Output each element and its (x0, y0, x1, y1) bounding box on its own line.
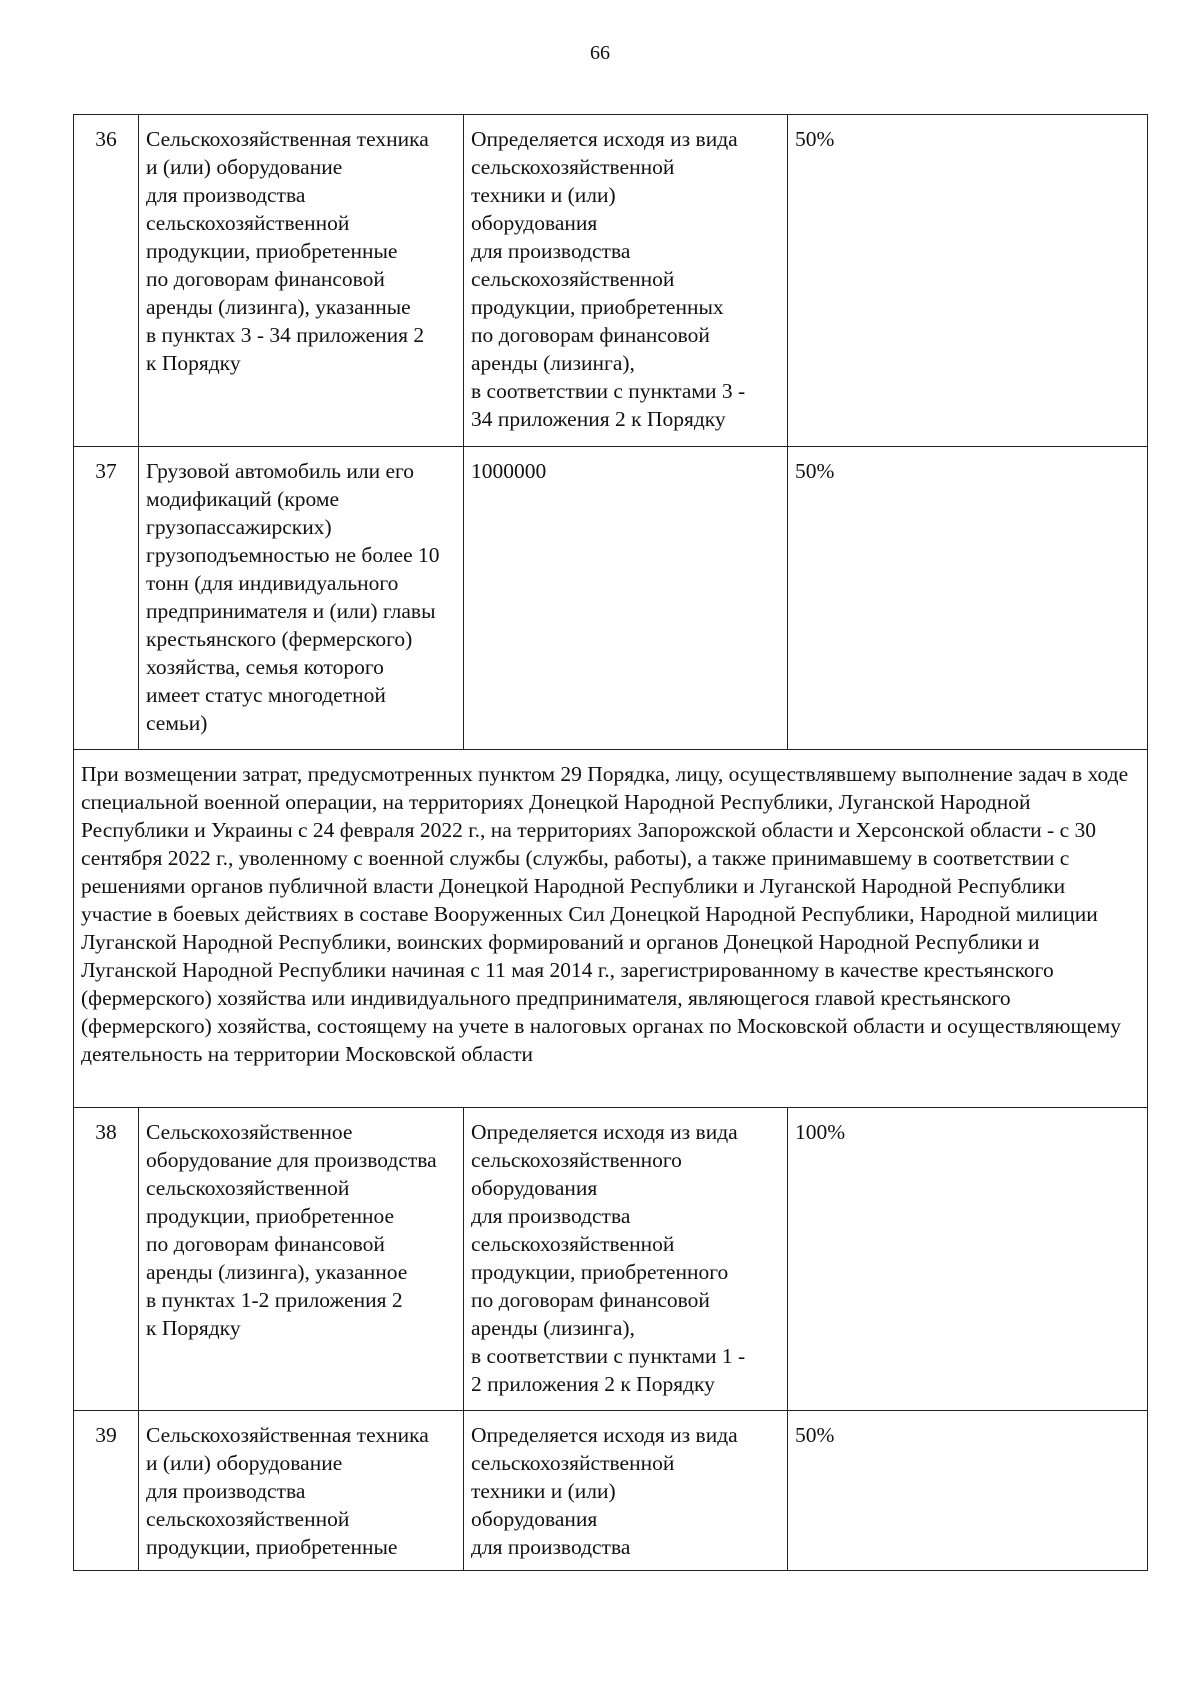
item-amount: 1000000 (464, 447, 788, 750)
row-number: 39 (74, 1411, 139, 1571)
item-amount: Определяется исходя из вида сельскохозяйственной техники и (или) оборудования для производства сельскохозяйственной продукции, приобретенных по договорам финансовой аренды (лизинга), в соответствии с пунктами 3 - 34 приложения 2 к Порядку (464, 115, 788, 447)
row-number: 36 (74, 115, 139, 447)
item-percent: 100% (788, 1108, 1148, 1411)
table-row (74, 115, 1148, 447)
item-percent: 50% (788, 1411, 1148, 1571)
table-note-row (74, 750, 1148, 1108)
item-percent: 50% (788, 447, 1148, 750)
table-row (74, 447, 1148, 750)
item-name: Сельскохозяйственная техника и (или) оборудование для производства сельскохозяйственной продукции, приобретенные (139, 1411, 464, 1571)
row-number: 37 (74, 447, 139, 750)
item-name: Сельскохозяйственное оборудование для производства сельскохозяйственной продукции, приобретенное по договорам финансовой аренды (лизинга), указанное в пунктах 1-2 приложения 2 к Порядку (139, 1108, 464, 1411)
item-name: Сельскохозяйственная техника и (или) оборудование для производства сельскохозяйственной продукции, приобретенные по договорам финансовой аренды (лизинга), указанные в пунктах 3 - 34 приложения 2 к Порядку (139, 115, 464, 447)
item-name: Грузовой автомобиль или его модификаций (кроме грузопассажирских) грузоподъемностью не более 10 тонн (для индивидуального предпринимателя и (или) главы крестьянского (фермерского) хозяйства, семья которого имеет статус многодетной семьи) (139, 447, 464, 750)
section-note: При возмещении затрат, предусмотренных пунктом 29 Порядка, лицу, осуществлявшему выполнение задач в ходе специальной военной операции, на территориях Донецкой Народной Республики, Луганской Народной Республики и Украины с 24 февраля 2022 г., на территориях Запорожской области и Херсонской области - с 30 сентября 2022 г., уволенному с военной службы (службы, работы), а также принимавшему в соответствии с решениями органов публичной власти Донецкой Народной Республики и Луганской Народной Республики участие в боевых действиях в составе Вооруженных Сил Донецкой Народной Республики, Народной милиции Луганской Народной Республики, воинских формирований и органов Донецкой Народной Республики и Луганской Народной Республики начиная с 11 мая 2014 г., зарегистрированному в качестве крестьянского (фермерского) хозяйства или индивидуального предпринимателя, являющегося главой крестьянского (фермерского) хозяйства, состоящему на учете в налоговых органах по Московской области и осуществляющему деятельность на территории Московской области (74, 750, 1148, 1108)
page-number: 66 (590, 42, 610, 64)
table-row (74, 1108, 1148, 1411)
subsidy-table (73, 114, 1148, 1571)
table-row (74, 1411, 1148, 1571)
item-amount: Определяется исходя из вида сельскохозяйственной техники и (или) оборудования для производства (464, 1411, 788, 1571)
item-amount: Определяется исходя из вида сельскохозяйственного оборудования для производства сельскохозяйственной продукции, приобретенного по договорам финансовой аренды (лизинга), в соответствии с пунктами 1 - 2 приложения 2 к Порядку (464, 1108, 788, 1411)
item-percent: 50% (788, 115, 1148, 447)
row-number: 38 (74, 1108, 139, 1411)
